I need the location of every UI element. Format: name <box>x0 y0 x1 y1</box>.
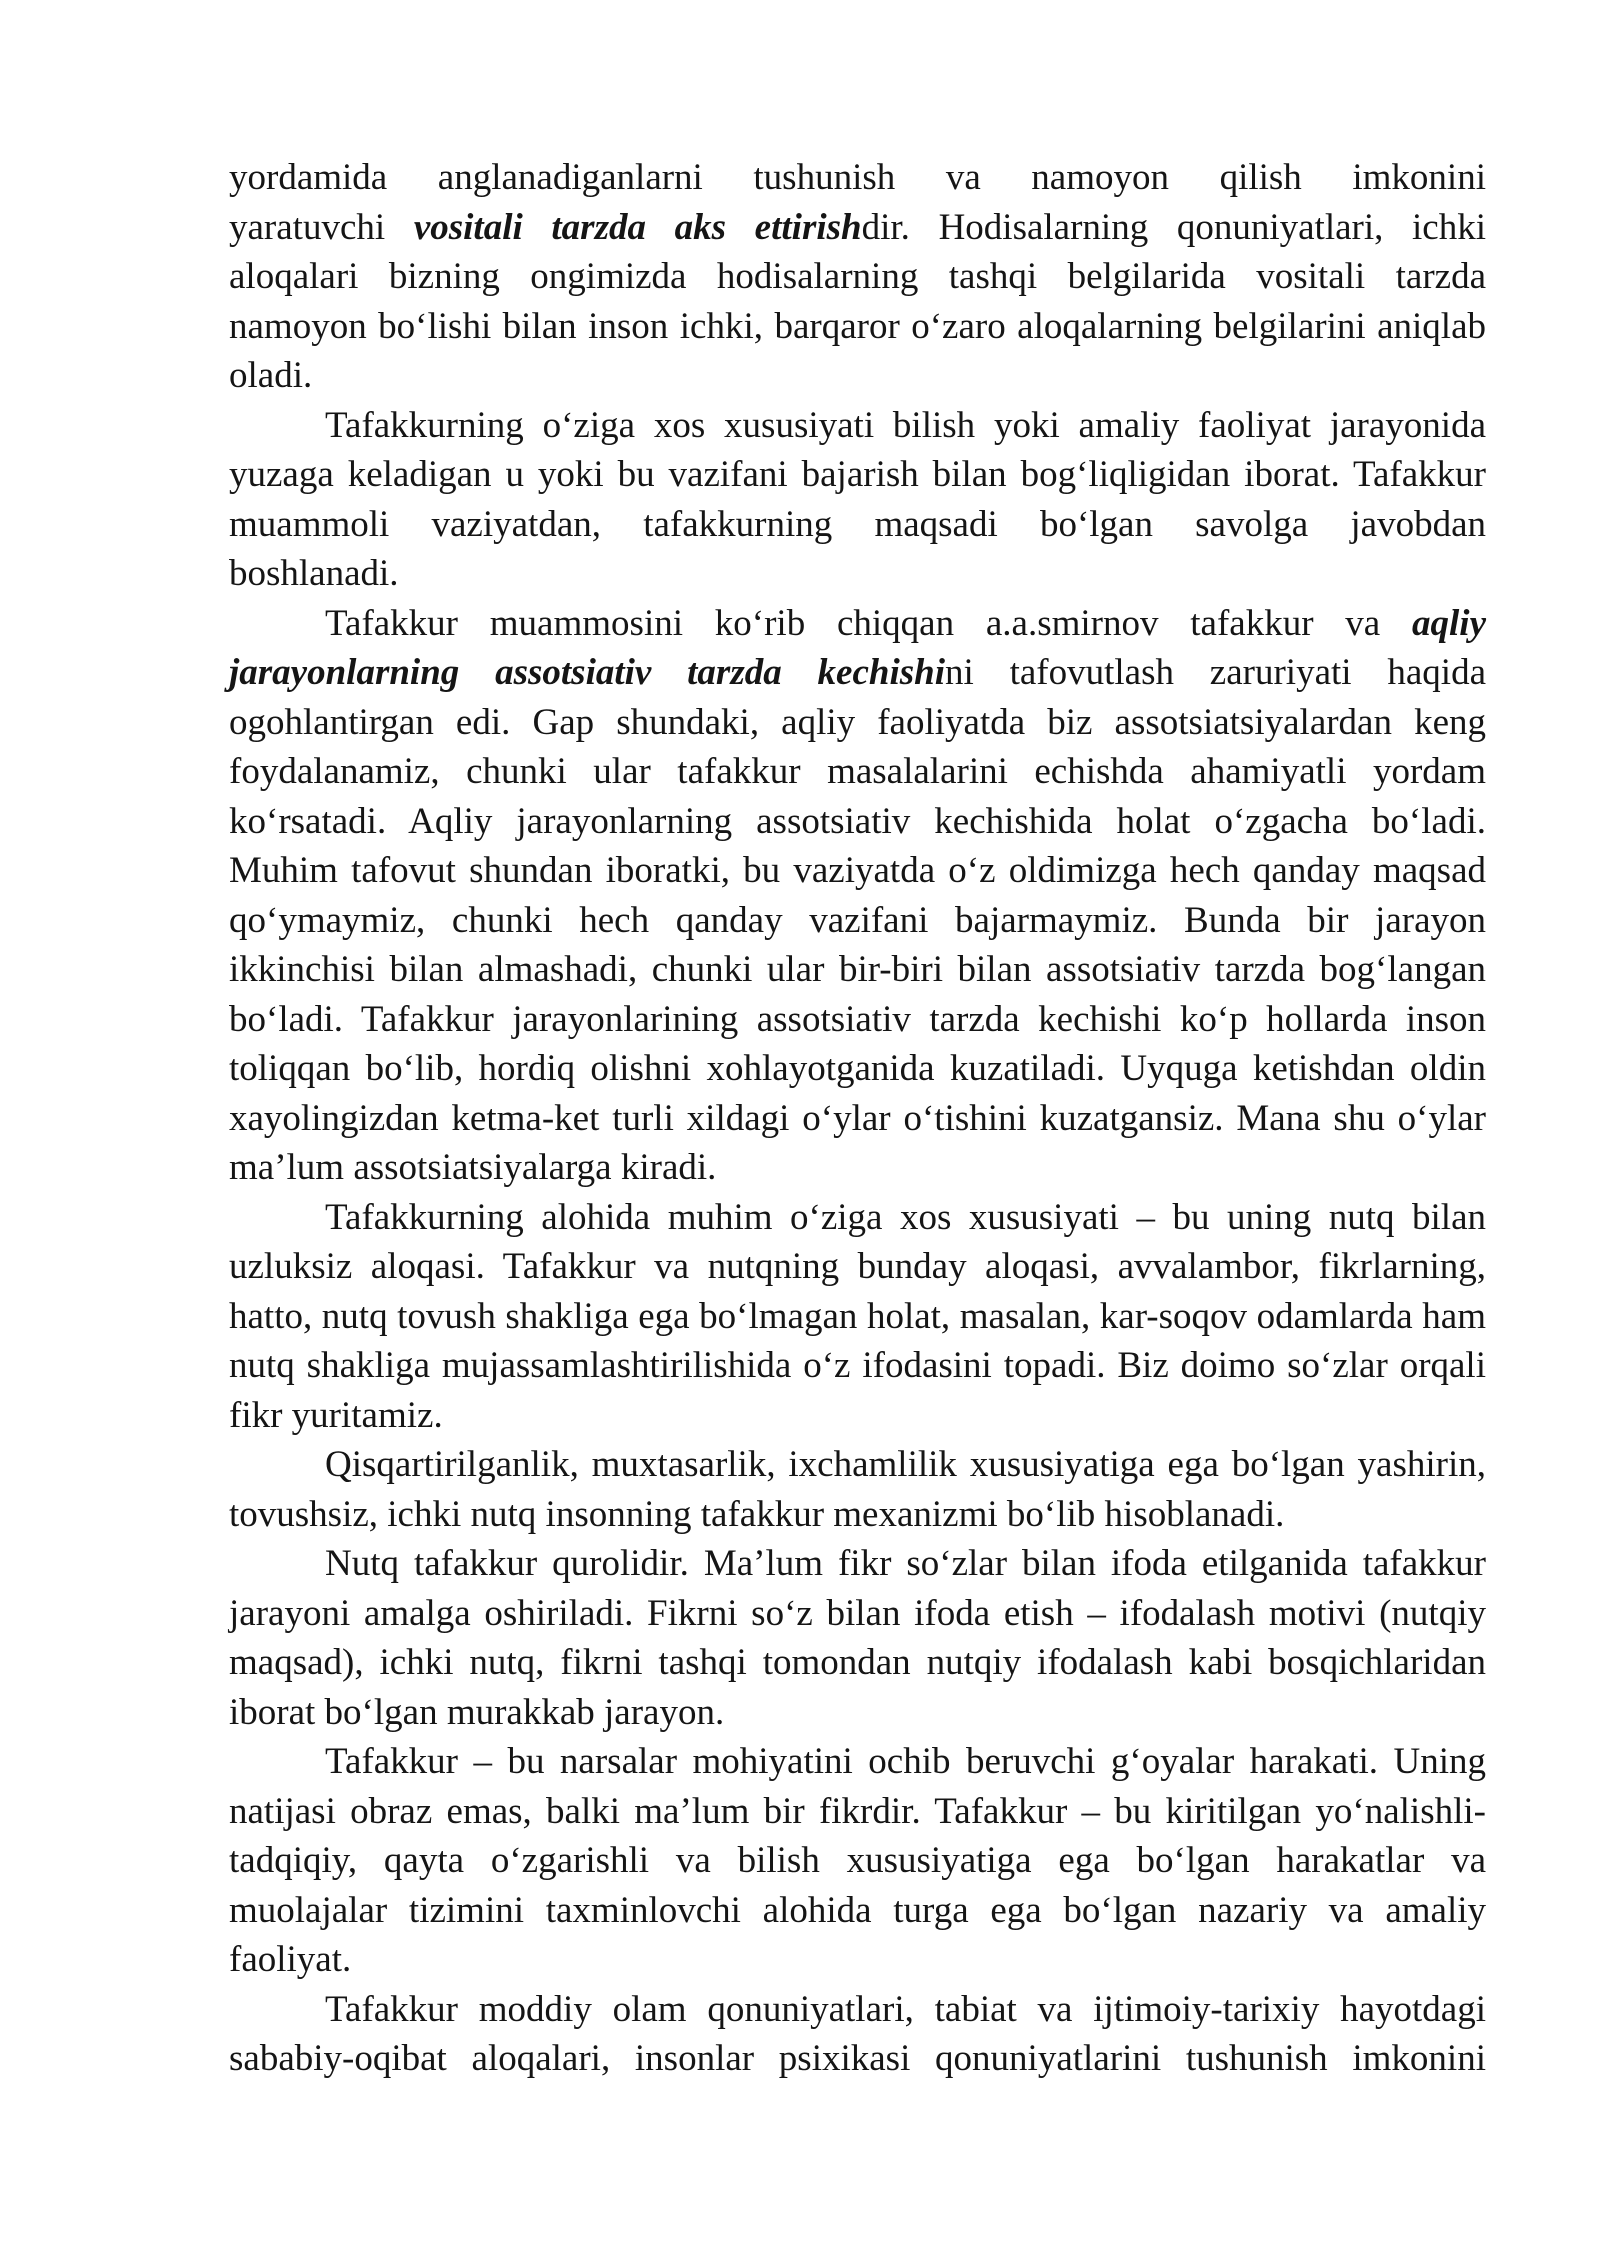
text-run: uzluksiz aloqasi. Tafakkur va nutqning bunday aloqasi, avvalambor, fikrlarning, <box>229 1246 1486 1287</box>
text-line <box>229 698 1486 748</box>
paragraph <box>229 153 1486 401</box>
paragraph <box>229 1193 1486 1441</box>
text-run: maqsad), ichki nutq, fikrni tashqi tomondan nutqiy ifodalash kabi bosqichlaridan <box>229 1642 1486 1683</box>
text-line <box>229 302 1486 352</box>
text-run: natijasi obraz emas, balki ma’lum bir fikrdir. Tafakkur – bu kiritilgan yo‘nalishli- <box>229 1790 1486 1832</box>
text-run: ikkinchisi bilan almashadi, chunki ular bir-biri bilan assotsiativ tarzda bog‘langan <box>229 949 1486 990</box>
text-line <box>229 450 1486 500</box>
emphasized-term: vositali tarzda aks ettirish <box>413 206 862 248</box>
text-line <box>229 896 1486 946</box>
text-run: iborat bo‘lgan murakkab jarayon. <box>229 1691 725 1733</box>
text-run: ma’lum assotsiatsiyalarga kiradi. <box>229 1147 717 1188</box>
text-run: muammoli vaziyatdan, tafakkurning maqsadi bo‘lgan savolga javobdan <box>229 503 1486 545</box>
text-line <box>229 1787 1486 1837</box>
text-run: oladi. <box>229 355 313 396</box>
text-line <box>229 1688 1486 1738</box>
text-run: dir. Hodisalarning qonuniyatlari, ichki <box>861 206 1487 248</box>
text-line <box>229 1737 1486 1787</box>
text-line <box>229 1143 1486 1193</box>
text-line <box>229 1193 1486 1243</box>
text-run: Tafakkurning o‘ziga xos xususiyati bilish yoki amaliy faoliyat jarayonida <box>325 404 1486 446</box>
text-line <box>229 1589 1486 1639</box>
paragraph <box>229 599 1486 1193</box>
text-line <box>229 2034 1486 2084</box>
text-run: bo‘ladi. Tafakkur jarayonlarining assotsiativ tarzda kechishi ko‘p hollarda inson <box>229 998 1486 1040</box>
text-line <box>229 945 1486 995</box>
text-run: foydalanamiz, chunki ular tafakkur masalalarini echishda ahamiyatli yordam <box>229 751 1486 792</box>
text-line <box>229 401 1486 451</box>
emphasized-term: jarayonlarning assotsiativ tarzda kechishi <box>229 652 945 693</box>
text-run: yordamida anglanadiganlarni tushunish va namoyon qilish imkonini <box>229 157 1486 198</box>
text-line <box>229 1292 1486 1342</box>
text-run: hatto, nutq tovush shakliga ega bo‘lmagan holat, masalan, kar-soqov odamlarda ham <box>229 1295 1486 1337</box>
text-run: tovushsiz, ichki nutq insonning tafakkur mexanizmi bo‘lib hisoblanadi. <box>229 1493 1285 1535</box>
text-run: ni tafovutlash zaruriyati haqida <box>945 652 1486 693</box>
text-run: nutq shakliga mujassamlashtirilishida o‘z ifodasini topadi. Biz doimo so‘zlar orqali <box>229 1345 1486 1386</box>
text-line <box>229 1935 1486 1985</box>
text-line <box>229 1539 1486 1589</box>
text-line <box>229 203 1486 253</box>
text-line <box>229 797 1486 847</box>
text-run: boshlanadi. <box>229 553 399 594</box>
paragraph <box>229 1737 1486 1985</box>
text-line <box>229 747 1486 797</box>
text-line <box>229 846 1486 896</box>
text-run: qo‘ymaymiz, chunki hech qanday vazifani bajarmaymiz. Bunda bir jarayon <box>229 899 1486 941</box>
text-line <box>229 549 1486 599</box>
text-run: Tafakkurning alohida muhim o‘ziga xos xususiyati – bu uning nutq bilan <box>325 1196 1486 1238</box>
text-run: xayolingizdan ketma-ket turli xildagi o‘ylar o‘tishini kuzatgansiz. Mana shu o‘ylar <box>229 1097 1486 1139</box>
text-line <box>229 1490 1486 1540</box>
text-run: sababiy-oqibat aloqalari, insonlar psixikasi qonuniyatlarini tushunish imkonini <box>229 2038 1486 2079</box>
text-run: Qisqartirilganlik, muxtasarlik, ixchamlilik xususiyatiga ega bo‘lgan yashirin, <box>325 1444 1486 1485</box>
paragraph <box>229 1985 1486 2084</box>
text-run: Tafakkur – bu narsalar mohiyatini ochib beruvchi g‘oyalar harakati. Uning <box>325 1741 1486 1782</box>
text-line <box>229 995 1486 1045</box>
text-run: muolajalar tizimini taxminlovchi alohida turga ega bo‘lgan nazariy va amaliy <box>229 1889 1486 1931</box>
text-line <box>229 1886 1486 1936</box>
text-line <box>229 1391 1486 1441</box>
text-line <box>229 648 1486 698</box>
text-run: yaratuvchi <box>229 206 414 248</box>
emphasized-term: aqliy <box>1412 602 1486 644</box>
text-line <box>229 500 1486 550</box>
text-line <box>229 1044 1486 1094</box>
text-line <box>229 1836 1486 1886</box>
text-run: Tafakkur moddiy olam qonuniyatlari, tabiat va ijtimoiy-tarixiy hayotdagi <box>325 1988 1486 2030</box>
text-run: Nutq tafakkur qurolidir. Ma’lum fikr so‘zlar bilan ifoda etilganida tafakkur <box>325 1543 1486 1584</box>
text-run: namoyon bo‘lishi bilan inson ichki, barqaror o‘zaro aloqalarning belgilarini aniqlab <box>229 305 1486 347</box>
text-line <box>229 1638 1486 1688</box>
text-run: jarayoni amalga oshiriladi. Fikrni so‘z bilan ifoda etish – ifodalash motivi (nutqiy <box>229 1592 1486 1634</box>
paragraph <box>229 401 1486 599</box>
text-run: faoliyat. <box>229 1939 352 1980</box>
text-run: ogohlantirgan edi. Gap shundaki, aqliy faoliyatda biz assotsiatsiyalardan keng <box>229 701 1486 743</box>
text-line <box>229 351 1486 401</box>
text-line <box>229 599 1486 649</box>
text-run: toliqqan bo‘lib, hordiq olishni xohlayotganida kuzatiladi. Uyquga ketishdan oldin <box>229 1048 1486 1089</box>
text-line <box>229 252 1486 302</box>
text-run: fikr yuritamiz. <box>229 1394 443 1436</box>
text-run: Tafakkur muammosini ko‘rib chiqqan a.a.smirnov tafakkur va <box>325 602 1413 644</box>
text-line <box>229 153 1486 203</box>
text-run: aloqalari bizning ongimizda hodisalarning tashqi belgilarida vositali tarzda <box>229 256 1486 297</box>
text-line <box>229 1440 1486 1490</box>
paragraph <box>229 1539 1486 1737</box>
text-run: yuzaga keladigan u yoki bu vazifani bajarish bilan bog‘liqligidan iborat. Tafakkur <box>229 454 1486 495</box>
text-line <box>229 1242 1486 1292</box>
text-run: ko‘rsatadi. Aqliy jarayonlarning assotsiativ kechishida holat o‘zgacha bo‘ladi. <box>229 800 1486 842</box>
text-line <box>229 1985 1486 2035</box>
text-run: Muhim tafovut shundan iboratki, bu vaziyatda o‘z oldimizga hech qanday maqsad <box>229 850 1486 891</box>
text-line <box>229 1094 1486 1144</box>
paragraph <box>229 1440 1486 1539</box>
text-line <box>229 1341 1486 1391</box>
text-run: tadqiqiy, qayta o‘zgarishli va bilish xususiyatiga ega bo‘lgan harakatlar va <box>229 1840 1486 1881</box>
